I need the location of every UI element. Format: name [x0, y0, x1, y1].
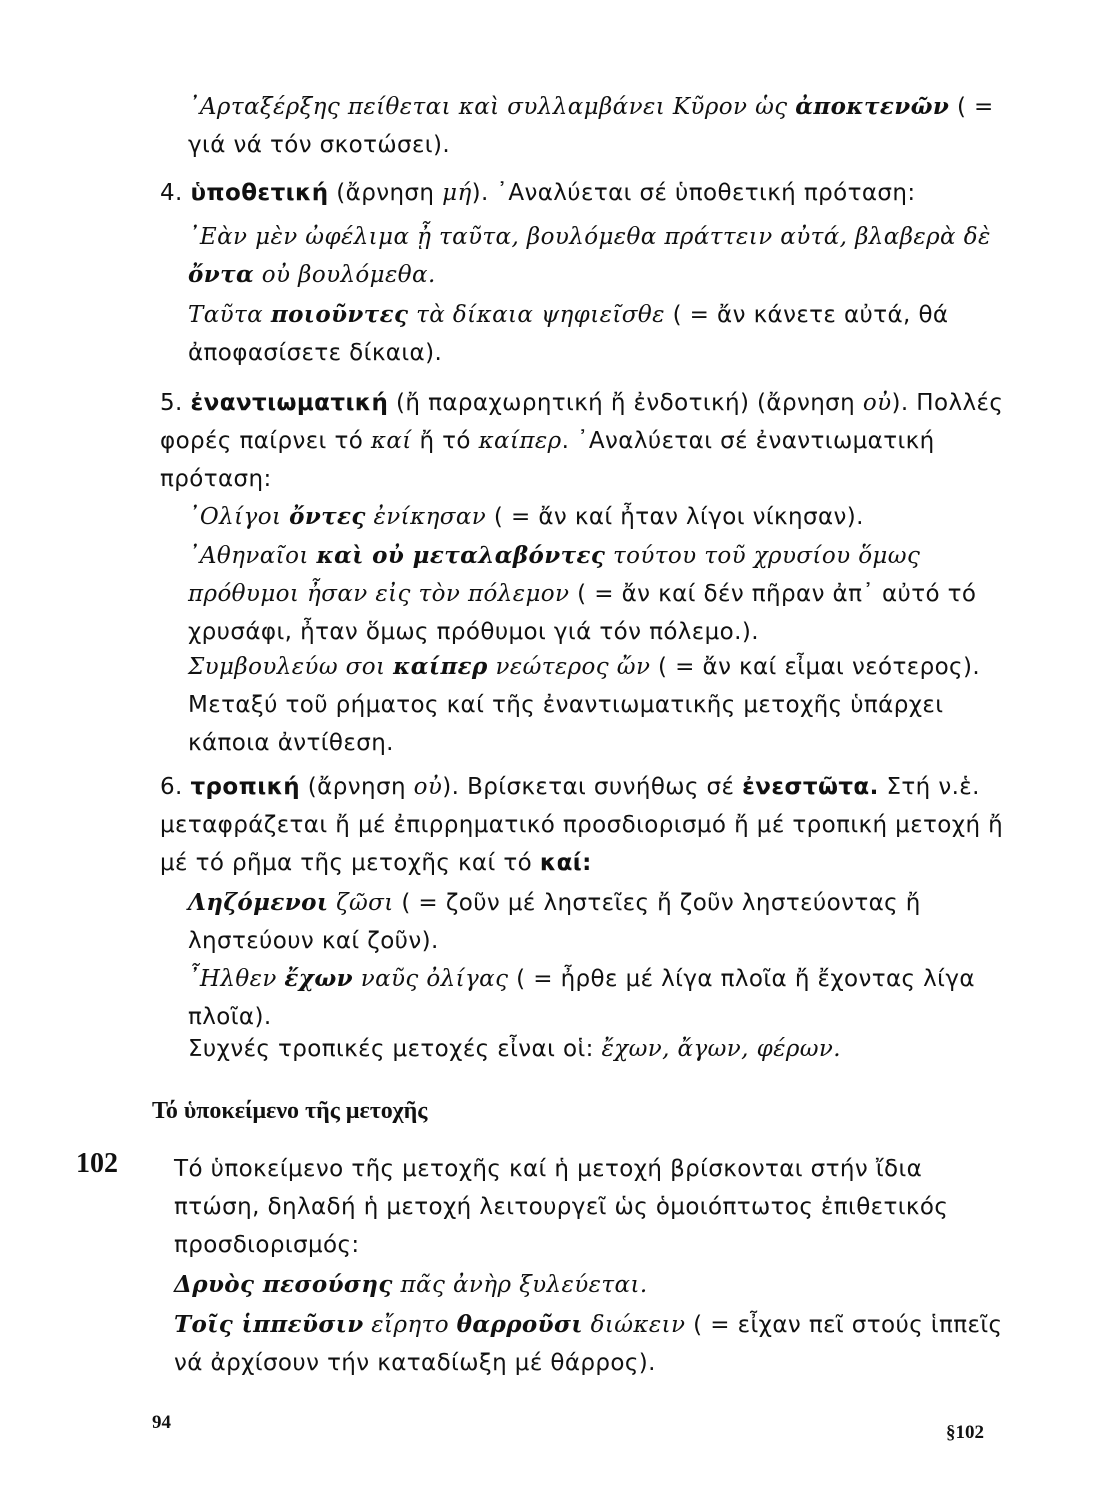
margin-section-number: 102 — [76, 1148, 118, 1179]
section-4-hypothetical: 4. ὑποθετική (ἄρνηση μή). ᾿Αναλύεται σέ ὑποθετική πρόταση: — [160, 180, 916, 206]
example-102a: Δρυὸς πεσούσης πᾶς ἀνὴρ ξυλεύεται. — [174, 1271, 648, 1298]
example-4b: Ταῦτα ποιοῦντες τὰ δίκαια ψηφιεῖσθε ( = ἄν κάνετε αὐτά, θά ἀποφασίσετε δίκαια). — [188, 301, 949, 366]
example-artaxerxes: ᾿Αρταξέρξης πείθεται καὶ συλλαμβάνει Κῦρον ὡς ἀποκτενῶν ( = γιά νά τόν σκοτώσει). — [188, 93, 994, 158]
example-6b: ῏Ηλθεν ἔχων ναῦς ὀλίγας ( = ἦρθε μέ λίγα πλοῖα ἤ ἔχοντας λίγα πλοῖα). — [188, 965, 975, 1030]
page-number: 94 — [152, 1412, 171, 1433]
section-5-concessive: 5. ἐναντιωματική (ἤ παραχωρητική ἤ ἐνδοτική) (ἄρνηση οὐ). Πολλές φορές παίρνει τό καί ἤ τό καίπερ. ᾿Αναλύεται σέ ἐναντιωματική πρόταση: — [160, 390, 1004, 492]
example-5a: ᾿Ολίγοι ὄντες ἐνίκησαν ( = ἄν καί ἦταν λίγοι νίκησαν). — [188, 503, 864, 530]
example-5c: Συμβουλεύω σοι καίπερ νεώτερος ὤν ( = ἄν καί εἶμαι νεότερος). — [188, 653, 981, 680]
paragraph-102: Τό ὑποκείμενο τῆς μετοχῆς καί ἡ μετοχή βρίσκονται στήν ἴδια πτώση, δηλαδή ἡ μετοχή λειτουργεῖ ὡς ὁμοιόπτωτος ἐπιθετικός προσδιορισμός: — [174, 1156, 949, 1258]
example-102b: Τοῖς ἱππεῦσιν εἴρητο θαρροῦσι διώκειν ( = εἶχαν πεῖ στούς ἱππεῖς νά ἀρχίσουν τήν καταδίωξη μέ θάρρος). — [174, 1311, 1003, 1376]
section-heading: Τό ὑποκείμενο τῆς μετοχῆς — [152, 1098, 428, 1124]
example-4a: ᾿Εὰν μὲν ὠφέλιμα ᾖ ταῦτα, βουλόμεθα πράττειν αὐτά, βλαβερὰ δὲ ὄντα οὐ βουλόμεθα. — [188, 224, 991, 288]
section-6-modal: 6. τροπική (ἄρνηση οὐ). Βρίσκεται συνήθως σέ ἐνεστῶτα. Στή ν.ἑ. μεταφράζεται ἤ μέ ἐπιρρηματικό προσδιορισμό ἤ μέ τροπική μετοχή ἤ μέ τό ρῆμα τῆς μετοχῆς καί τό καί: — [160, 774, 1004, 876]
example-5b: ᾿Αθηναῖοι καὶ οὐ μεταλαβόντες τούτου τοῦ χρυσίου ὅμως πρόθυμοι ἦσαν εἰς τὸν πόλεμον ( = ἄν καί δέν πῆραν ἀπ᾿ αὐτό τό χρυσάφι, ἦταν ὅμως πρόθυμοι γιά τόν πόλεμο.). — [188, 542, 977, 645]
section-reference: §102 — [946, 1422, 984, 1443]
note-5: Μεταξύ τοῦ ρήματος καί τῆς ἐναντιωματικῆς μετοχῆς ὑπάρχει κάποια ἀντίθεση. — [188, 692, 944, 756]
note-6: Συχνές τροπικές μετοχές εἶναι οἱ: ἔχων, ἄγων, φέρων. — [188, 1036, 842, 1062]
example-6a: Ληζόμενοι ζῶσι ( = ζοῦν μέ ληστεῖες ἤ ζοῦν ληστεύοντας ἤ ληστεύουν καί ζοῦν). — [188, 889, 921, 954]
